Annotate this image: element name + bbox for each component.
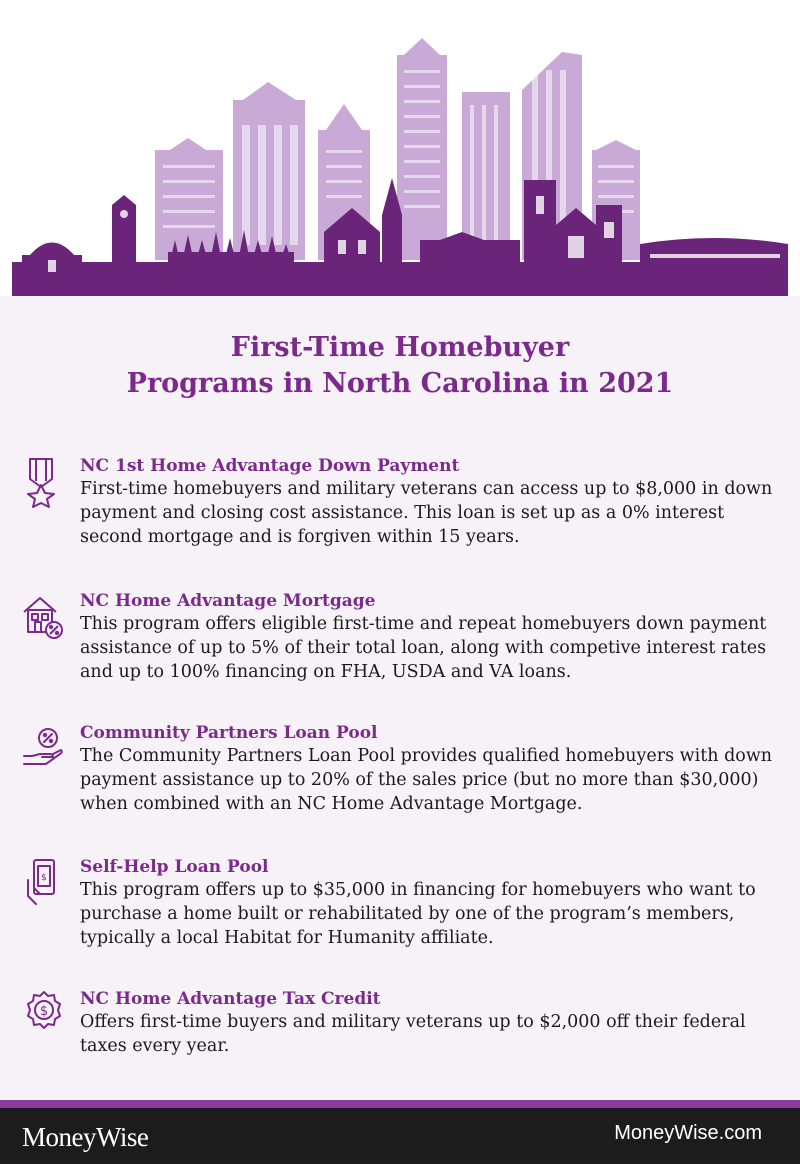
program-item	[0, 722, 800, 832]
svg-text:$: $	[39, 1004, 49, 1019]
program-name: Community Partners Loan Pool	[80, 723, 378, 743]
program-item	[0, 988, 800, 1098]
money-phone-icon	[22, 858, 66, 910]
site-link[interactable]: MoneyWise.com	[614, 1122, 762, 1144]
program-description: Offers first-time buyers and military veterans up to $2,000 off their federal taxes every year.	[80, 1012, 746, 1056]
program-item	[0, 856, 800, 966]
skyline-illustration	[0, 0, 800, 296]
footer	[0, 1100, 800, 1164]
program-name: NC 1st Home Advantage Down Payment	[80, 456, 460, 476]
svg-text:$: $	[41, 873, 47, 883]
medal-icon	[22, 457, 66, 509]
program-description: This program offers up to $35,000 in financing for homebuyers who want to purchase a home built or rehabilitated by one of the program’s members, typically a local Habitat for Humanity affiliate.	[80, 880, 756, 948]
footer-divider	[0, 1100, 800, 1108]
program-description: The Community Partners Loan Pool provides qualified homebuyers with down payment assistance up to 20% of the sales price (but no more than $30,000) when combined with an NC Home Advantage Mortgage.	[80, 746, 773, 814]
program-item	[0, 455, 800, 565]
program-name: Self-Help Loan Pool	[80, 857, 269, 877]
house-percent-icon	[22, 592, 66, 644]
program-name: NC Home Advantage Mortgage	[80, 591, 376, 611]
hand-percent-icon	[22, 724, 66, 776]
page-title	[0, 330, 800, 402]
program-description: First-time homebuyers and military veterans can access up to $8,000 in down payment and closing cost assistance. This loan is set up as a 0% interest second mortgage and is forgiven within 15 years.	[80, 479, 773, 547]
moneywise-logo: MoneyWise	[22, 1122, 149, 1152]
title-line-1: First-Time Homebuyer	[230, 332, 570, 363]
program-description: This program offers eligible first-time and repeat homebuyers down payment assistance of up to 5% of their total loan, along with competive interest rates and up to 100% financing on FHA, USDA and VA loans.	[80, 614, 767, 682]
program-name: NC Home Advantage Tax Credit	[80, 989, 381, 1009]
title-line-2: Programs in North Carolina in 2021	[126, 368, 674, 399]
dollar-badge-icon	[22, 990, 66, 1042]
program-item	[0, 590, 800, 700]
